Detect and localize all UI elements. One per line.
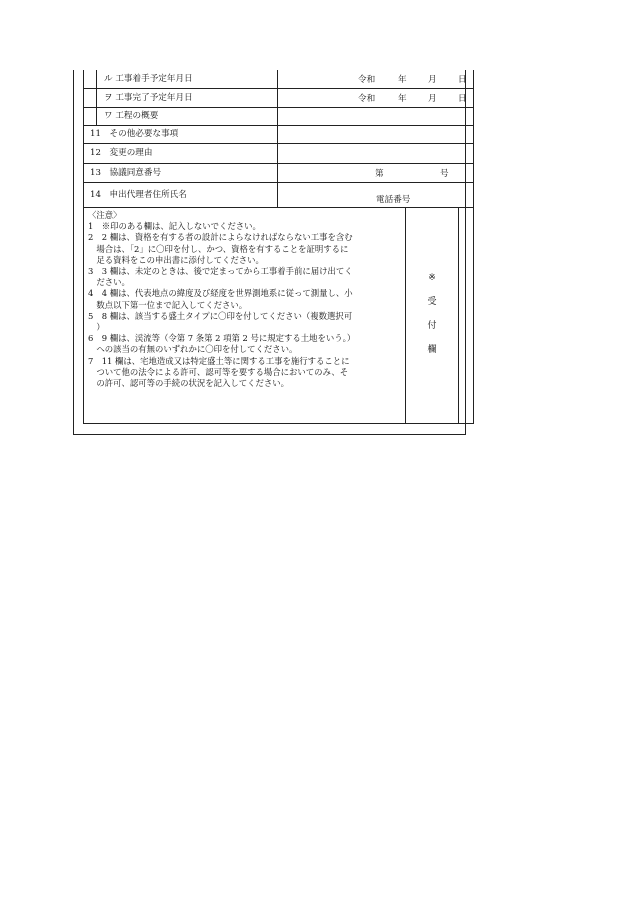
note-line: 3 3 欄は、未定のときは、後で定まってから工事着手前に届け出てく [88, 266, 353, 277]
receipt-column [406, 208, 459, 424]
note-line: 場合は、「2」に〇印を付し、かつ、資格を有することを証明するに [88, 243, 349, 254]
row-construction-end-date [83, 89, 474, 108]
row-consent-number [83, 164, 474, 183]
receipt-stamp-area[interactable] [459, 208, 474, 424]
note-line: ださい。 [88, 277, 130, 288]
note-line: 2 2 欄は、資格を有する者の設計によらなければならない工事を含む [88, 232, 353, 243]
row-label [83, 183, 278, 207]
row-agent-address-name [83, 183, 474, 208]
other-matters-field[interactable] [278, 126, 474, 143]
receipt-char: 受 [427, 297, 437, 307]
process-outline-field[interactable] [278, 108, 474, 125]
row-process-outline [83, 108, 474, 126]
note-line: 数点以下第一位まで記入してください。 [88, 299, 248, 310]
note-line: 足る資料をこの申出書に添付してください。 [88, 254, 264, 265]
row-label-text: ワ 工程の概要 [104, 111, 159, 122]
note-line: ついて他の法令による許可、認可等を要する場合においてのみ、そ [88, 366, 349, 377]
row-label [83, 126, 278, 143]
note-line: 5 8 欄は、該当する盛土タイプに〇印を付してください（複数選択可 [88, 310, 353, 321]
row-label [83, 108, 278, 125]
row-label-text: ヲ 工事完了予定年月日 [104, 92, 193, 103]
receipt-mark: ※ [428, 273, 436, 283]
year-label: 年 [398, 75, 407, 85]
era-label: 令和 [358, 94, 376, 104]
year-label: 年 [398, 94, 407, 104]
row-change-reason [83, 144, 474, 164]
note-line: への該当の有無のいずれかに〇印を付してください。 [88, 344, 298, 355]
end-date-field[interactable] [278, 89, 474, 107]
row-label [83, 89, 278, 107]
number-suffix: 号 [440, 169, 449, 179]
row-label-text: 14 申出代理者住所氏名 [90, 189, 187, 200]
row-label-text: ル 工事着手予定年月日 [104, 73, 193, 84]
agent-address-field[interactable] [278, 183, 474, 207]
note-line: の許可、認可等の手続の状況を記入してください。 [88, 378, 289, 389]
start-date-field[interactable] [278, 70, 474, 88]
note-line: 6 9 欄は、渓流等（令第 7 条第 2 項第 2 号に規定する土地をいう。） [88, 333, 356, 344]
row-label-text: 13 協議同意番号 [90, 167, 162, 178]
note-line: 4 4 欄は、代表地点の緯度及び経度を世界測地系に従って測量し、小 [88, 288, 353, 299]
change-reason-field[interactable] [278, 144, 474, 163]
notes-section [83, 208, 406, 424]
phone-number-label: 電話番号 [376, 195, 411, 205]
row-construction-start-date [83, 70, 474, 89]
note-line: 1 ※印のある欄は、記入しないでください。 [88, 221, 261, 232]
row-other-matters [83, 126, 474, 144]
row-label [83, 144, 278, 163]
receipt-label [406, 266, 458, 362]
note-line: 7 11 欄は、宅地造成又は特定盛土等に関する工事を施行することに [88, 355, 350, 366]
row-label [83, 164, 278, 182]
month-label: 月 [428, 75, 437, 85]
receipt-char: 付 [427, 321, 437, 331]
consent-number-field[interactable] [278, 164, 474, 182]
day-label: 日 [458, 75, 467, 85]
day-label: 日 [458, 94, 467, 104]
row-label [83, 70, 278, 88]
row-label-text: 12 変更の理由 [90, 148, 153, 159]
month-label: 月 [428, 94, 437, 104]
receipt-char: 欄 [427, 345, 437, 355]
note-line: ） [88, 322, 105, 333]
number-prefix: 第 [375, 169, 384, 179]
era-label: 令和 [358, 75, 376, 85]
notes-heading: 〈注意〉 [88, 210, 122, 220]
row-label-text: 11 その他必要な事項 [90, 129, 179, 140]
